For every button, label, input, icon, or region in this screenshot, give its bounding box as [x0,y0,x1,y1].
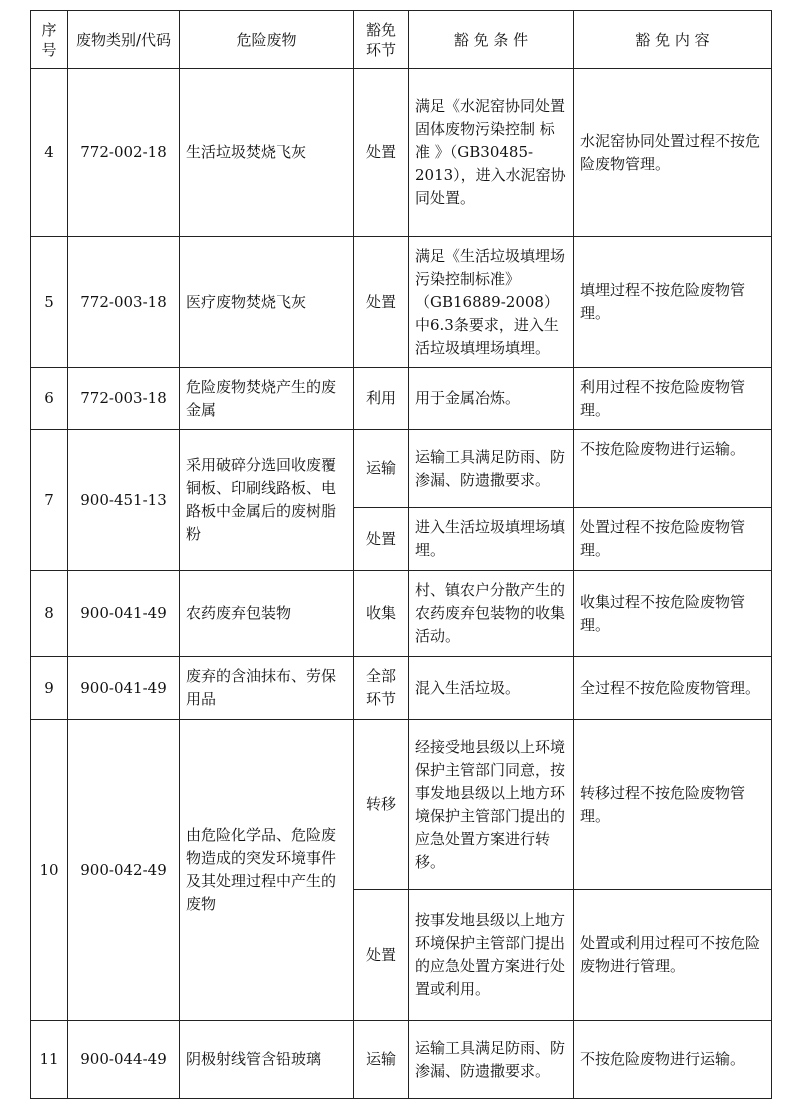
header-seq: 序号 [31,11,68,69]
row-exempt-stage: 处置 [354,237,409,368]
row-exempt-stage: 转移 [354,720,409,890]
row-exempt-content: 全过程不按危险废物管理。 [574,657,772,720]
table-row [31,69,772,237]
table-row [31,368,772,430]
row-seq: 8 [31,571,68,657]
row-exempt-content: 处置或利用过程可不按危险废物进行管理。 [574,890,772,1021]
table-row [31,430,772,508]
row-waste-name: 农药废弃包装物 [180,571,354,657]
row-waste-name: 生活垃圾焚烧飞灰 [180,69,354,237]
row-exempt-content: 不按危险废物进行运输。 [574,430,772,508]
header-exempt-content: 豁 免 内 容 [574,11,772,69]
row-code: 900-041-49 [68,571,180,657]
row-exempt-stage: 处置 [354,508,409,571]
row-code: 772-003-18 [68,237,180,368]
table-header-row [31,11,772,69]
row-exempt-content: 填埋过程不按危险废物管理。 [574,237,772,368]
row-exempt-stage: 运输 [354,1021,409,1099]
row-waste-name: 危险废物焚烧产生的废金属 [180,368,354,430]
row-exempt-content: 转移过程不按危险废物管理。 [574,720,772,890]
row-waste-name: 医疗废物焚烧飞灰 [180,237,354,368]
row-exempt-condition: 进入生活垃圾填埋场填埋。 [409,508,574,571]
row-exempt-stage: 利用 [354,368,409,430]
row-exempt-condition: 运输工具满足防雨、防渗漏、防遗撒要求。 [409,1021,574,1099]
row-seq: 11 [31,1021,68,1099]
row-code: 900-042-49 [68,720,180,1021]
row-exempt-content: 不按危险废物进行运输。 [574,1021,772,1099]
row-exempt-condition: 按事发地县级以上地方环境保护主管部门提出的应急处置方案进行处置或利用。 [409,890,574,1021]
row-code: 900-041-49 [68,657,180,720]
row-code: 772-002-18 [68,69,180,237]
row-seq: 5 [31,237,68,368]
row-waste-name: 由危险化学品、危险废物造成的突发环境事件及其处理过程中产生的废物 [180,720,354,1021]
table-row [31,571,772,657]
row-exempt-content: 处置过程不按危险废物管理。 [574,508,772,571]
row-waste-name: 阴极射线管含铅玻璃 [180,1021,354,1099]
row-exempt-content: 利用过程不按危险废物管理。 [574,368,772,430]
row-waste-name: 废弃的含油抹布、劳保用品 [180,657,354,720]
header-hazardous-waste: 危险废物 [180,11,354,69]
table-row [31,1021,772,1099]
row-code: 900-044-49 [68,1021,180,1099]
header-exempt-stage: 豁免环节 [354,11,409,69]
header-code: 废物类别/代码 [68,11,180,69]
table-row [31,237,772,368]
table-row [31,657,772,720]
row-code: 900-451-13 [68,430,180,571]
table-row [31,720,772,890]
row-exempt-content: 水泥窑协同处置过程不按危险废物管理。 [574,69,772,237]
header-exempt-condition: 豁 免 条 件 [409,11,574,69]
row-exempt-stage: 收集 [354,571,409,657]
row-waste-name: 采用破碎分选回收废覆铜板、印刷线路板、电路板中金属后的废树脂粉 [180,430,354,571]
row-exempt-stage: 全部环节 [354,657,409,720]
row-exempt-condition: 运输工具满足防雨、防渗漏、防遗撒要求。 [409,430,574,508]
row-exempt-condition: 满足《水泥窑协同处置固体废物污染控制 标 准 》（GB30485-2013），进入水泥窑协同处置。 [409,69,574,237]
row-exempt-stage: 处置 [354,69,409,237]
row-exempt-condition: 满足《生活垃圾填埋场污染控制标准》（GB16889-2008）中6.3条要求，进入生活垃圾填埋场填埋。 [409,237,574,368]
row-code: 772-003-18 [68,368,180,430]
row-exempt-condition: 用于金属冶炼。 [409,368,574,430]
row-exempt-condition: 村、镇农户分散产生的农药废弃包装物的收集活动。 [409,571,574,657]
row-exempt-condition: 经接受地县级以上环境保护主管部门同意，按事发地县级以上地方环境保护主管部门提出的应急处置方案进行转移。 [409,720,574,890]
row-exempt-condition: 混入生活垃圾。 [409,657,574,720]
row-seq: 9 [31,657,68,720]
row-exempt-content: 收集过程不按危险废物管理。 [574,571,772,657]
row-seq: 4 [31,69,68,237]
row-exempt-stage: 处置 [354,890,409,1021]
row-seq: 7 [31,430,68,571]
row-exempt-stage: 运输 [354,430,409,508]
row-seq: 10 [31,720,68,1021]
exemption-table [30,10,772,1099]
row-seq: 6 [31,368,68,430]
